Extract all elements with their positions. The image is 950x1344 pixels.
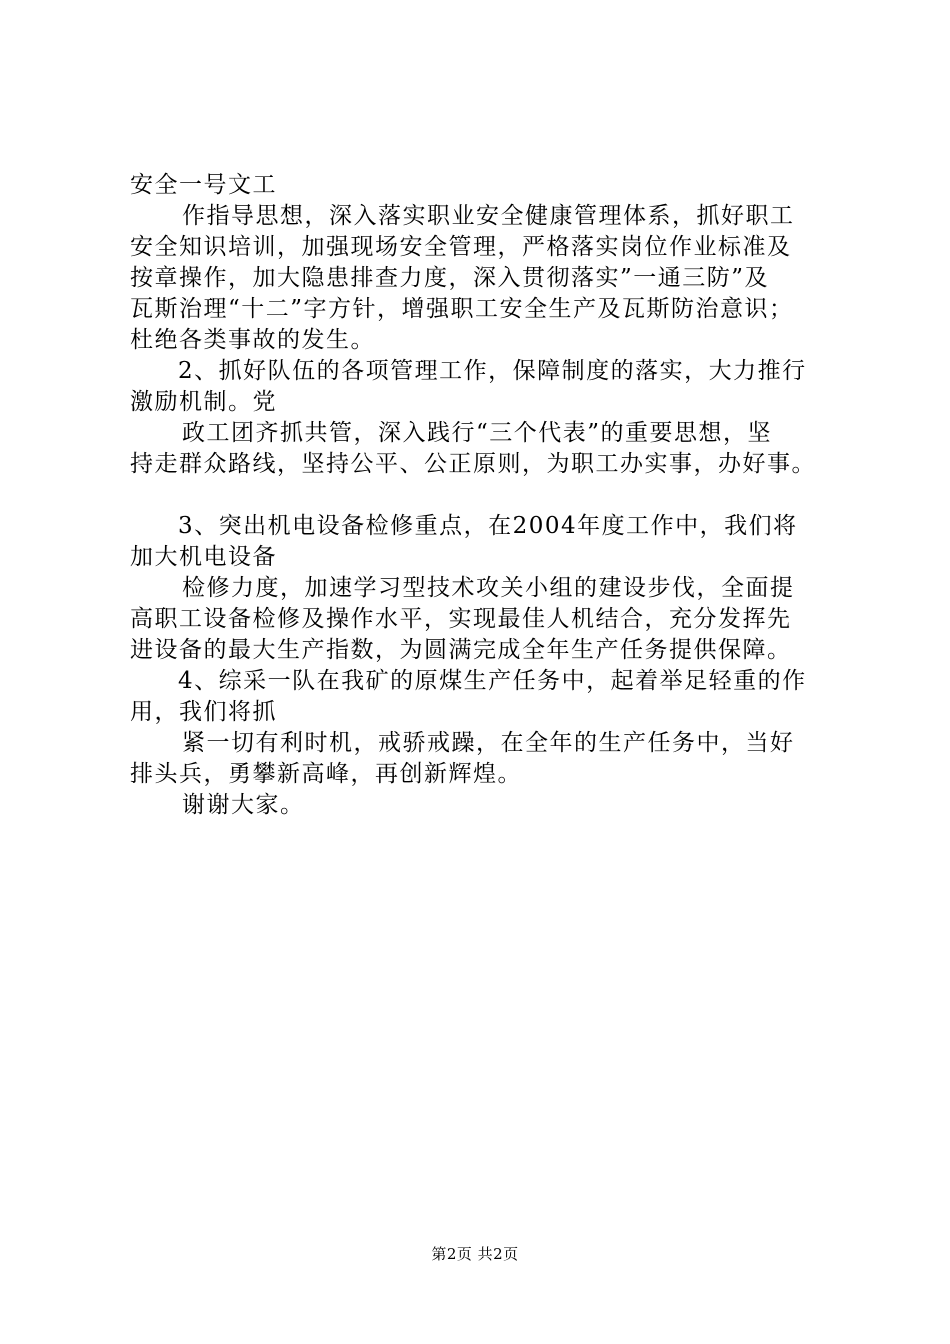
body-line: 紧一切有利时机，戒骄戒躁，在全年的生产任务中，当好 bbox=[182, 730, 795, 756]
page-footer bbox=[0, 1244, 950, 1264]
body-line: 用，我们将抓 bbox=[130, 699, 277, 725]
body-line: 激励机制。党 bbox=[130, 389, 277, 415]
body-line: 3、突出机电设备检修重点，在2004年度工作中，我们将 bbox=[178, 513, 798, 539]
body-line: 加大机电设备 bbox=[130, 544, 277, 570]
body-line: 高职工设备检修及操作水平，实现最佳人机结合，充分发挥先 bbox=[130, 606, 792, 632]
body-line: 谢谢大家。 bbox=[182, 792, 305, 818]
body-line: 2、抓好队伍的各项管理工作，保障制度的落实，大力推行 bbox=[178, 358, 807, 384]
paragraph-gap bbox=[130, 480, 835, 511]
body-line: 政工团齐抓共管，深入践行“三个代表”的重要思想，坚 bbox=[182, 420, 773, 446]
body-line: 安全知识培训，加强现场安全管理，严格落实岗位作业标准及 bbox=[130, 234, 792, 260]
body-line: 瓦斯治理“十二”字方针，增强职工安全生产及瓦斯防治意识； bbox=[130, 296, 794, 322]
body-line: 排头兵，勇攀新高峰，再创新辉煌。 bbox=[130, 761, 522, 787]
body-line: 检修力度，加速学习型技术攻关小组的建设步伐，全面提 bbox=[182, 575, 795, 601]
body-line: 安全一号文工 bbox=[130, 172, 277, 198]
body-line: 作指导思想，深入落实职业安全健康管理体系，抓好职工 bbox=[182, 203, 795, 229]
body-line: 进设备的最大生产指数，为圆满完成全年生产任务提供保障。 bbox=[130, 637, 792, 663]
body-line: 持走群众路线，坚持公平、公正原则，为职工办实事，办好事。 bbox=[130, 451, 816, 477]
document-body bbox=[130, 170, 835, 821]
body-line: 按章操作，加大隐患排查力度，深入贯彻落实”一通三防”及 bbox=[130, 265, 770, 291]
page-number: 第2页 共2页 bbox=[431, 1245, 519, 1263]
body-line: 4、综采一队在我矿的原煤生产任务中，起着举足轻重的作 bbox=[178, 668, 807, 694]
body-line: 杜绝各类事故的发生。 bbox=[130, 327, 375, 353]
